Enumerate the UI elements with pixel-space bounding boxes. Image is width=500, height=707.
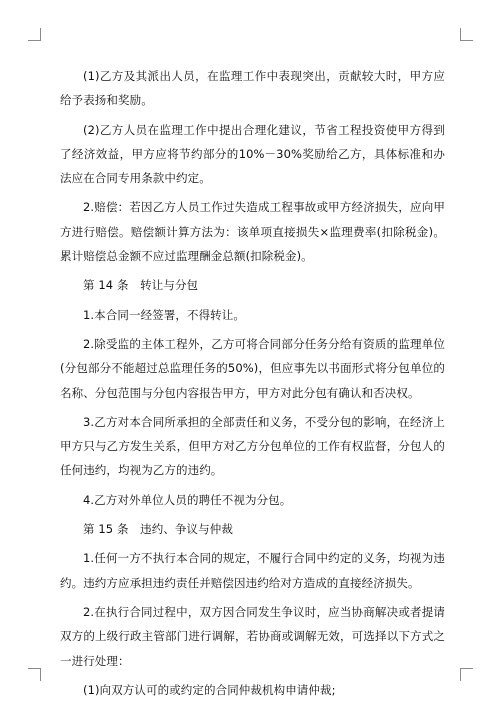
crop-mark-top-left <box>28 28 41 41</box>
paragraph-dispute: 2.在执行合同过程中，双方因合同发生争议时，应当协商解决或者提请双方的上级行政主管部门进行调解，若协商或调解无效，可选择以下方式之一进行处理： <box>60 604 445 668</box>
paragraph-arbitration: (1)向双方认可的或约定的合同仲裁机构申请仲裁; <box>83 682 336 697</box>
paragraph-breach: 1.任何一方不执行本合同的规定，不履行合同中约定的义务，均视为违约。违约方应承担违约责任并赔偿因违约给对方造成的直接经济损失。 <box>60 551 445 590</box>
crop-mark-bottom-right <box>460 668 473 681</box>
article-15-heading: 第 15 条 违约、争议与仲裁 <box>83 522 233 537</box>
paragraph-subcontract-scope: 2.除受监的主体工程外，乙方可将合同部分任务分给有资质的监理单位(分包部分不能超过总监理任务的50%)，但应事先以书面形式将分包单位的名称、分包范围与分包内容报告甲方，甲方对此分包有确认和否决权。 <box>60 336 445 400</box>
paragraph-no-transfer: 1.本合同一经签署，不得转让。 <box>83 307 245 322</box>
paragraph-subcontract-liability: 3.乙方对本合同所承担的全部责任和义务，不受分包的影响，在经济上甲方只与乙方发生关系，但甲方对乙方分包单位的工作有权监督，分包人的任何违约，均视为乙方的违约。 <box>60 414 445 478</box>
paragraph-reward-2: (2)乙方人员在监理工作中提出合理化建议，节省工程投资使甲方得到了经济效益，甲方应将节约部分的10%－30%奖励给乙方，具体标准和办法应在合同专用条款中约定。 <box>60 122 445 186</box>
paragraph-hiring-not-subcontract: 4.乙方对外单位人员的聘任不视为分包。 <box>83 492 292 507</box>
document-body <box>60 64 445 707</box>
crop-mark-bottom-left <box>28 668 41 681</box>
paragraph-compensation: 2.赔偿：若因乙方人员工作过失造成工程事故或甲方经济损失，应向甲方进行赔偿。赔偿额计算方法为：该单项直接损失×监理费率(扣除税金)。累计赔偿总金额不应过监理酬金总额(扣除税金)。 <box>60 200 445 264</box>
paragraph-reward-1: (1)乙方及其派出人员，在监理工作中表现突出，贡献较大时，甲方应给予表扬和奖励。 <box>60 69 445 108</box>
article-14-heading: 第 14 条 转让与分包 <box>83 278 199 293</box>
crop-mark-top-right <box>460 28 473 41</box>
